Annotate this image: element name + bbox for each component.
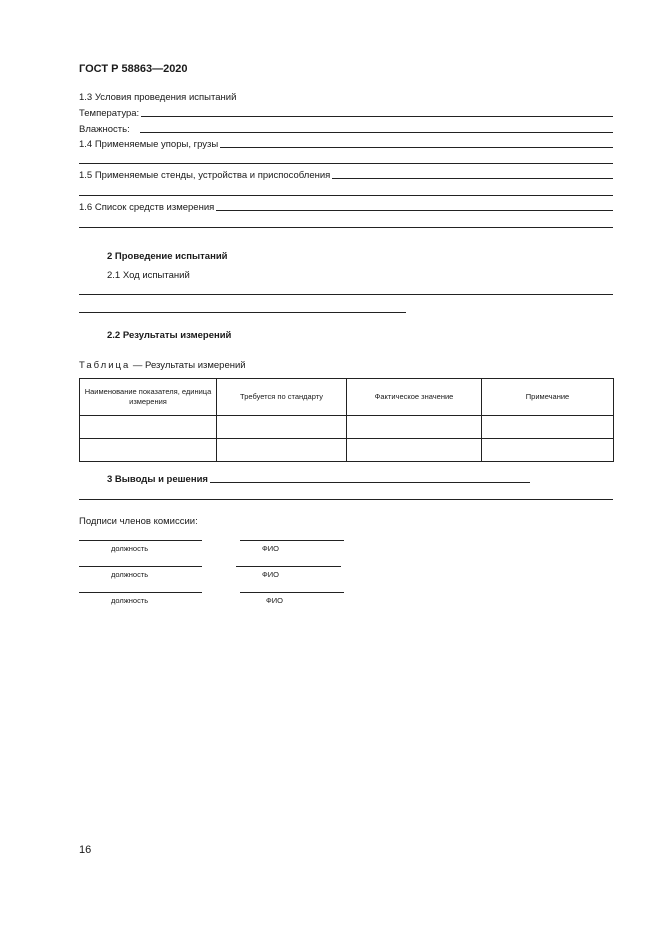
table-cell[interactable]	[347, 416, 482, 439]
name-signature-line[interactable]	[240, 540, 344, 541]
name-signature-line[interactable]	[240, 592, 344, 593]
results-title: 2.2 Результаты измерений	[107, 330, 232, 341]
supports-label: 1.4 Применяемые упоры, грузы	[79, 139, 219, 150]
section2-title: 2 Проведение испытаний	[107, 251, 228, 262]
col-header-required: Требуется по стандарту	[217, 379, 347, 416]
name-caption: ФИО	[262, 570, 279, 579]
table-cell[interactable]	[482, 416, 614, 439]
table-cell[interactable]	[80, 439, 217, 462]
table-row	[80, 439, 614, 462]
table-cell[interactable]	[80, 416, 217, 439]
stands-line-2	[79, 195, 613, 196]
table-cell[interactable]	[217, 416, 347, 439]
humidity-line	[140, 132, 613, 133]
stands-label: 1.5 Применяемые стенды, устройства и приспособления	[79, 170, 331, 181]
progress-line-1[interactable]	[79, 294, 613, 295]
conclusions-line	[210, 482, 530, 483]
position-caption: должность	[111, 544, 149, 553]
position-signature-line[interactable]	[79, 540, 202, 541]
page-number: 16	[79, 844, 92, 856]
instruments-field[interactable]	[79, 202, 613, 213]
conclusions-line-2[interactable]	[79, 499, 613, 500]
section3-title: 3 Выводы и решения	[107, 474, 208, 485]
instruments-line	[216, 210, 613, 211]
table-caption-rest: — Результаты измерений	[130, 360, 246, 371]
table-cell[interactable]	[482, 439, 614, 462]
supports-line-2	[79, 163, 613, 164]
document-header: ГОСТ Р 58863—2020	[79, 63, 188, 75]
progress-label: 2.1 Ход испытаний	[107, 270, 190, 281]
supports-field[interactable]	[79, 139, 613, 150]
conclusions-field[interactable]	[107, 474, 530, 485]
table-row	[80, 416, 614, 439]
supports-line	[220, 147, 613, 148]
col-header-indicator: Наименование показателя, единица измерения	[80, 379, 217, 416]
name-caption: ФИО	[262, 544, 279, 553]
position-caption: должность	[111, 570, 149, 579]
stands-line	[332, 178, 613, 179]
temperature-label: Температура:	[79, 108, 140, 119]
results-table	[79, 378, 614, 462]
table-cell[interactable]	[217, 439, 347, 462]
position-caption: должность	[111, 596, 149, 605]
position-signature-line[interactable]	[79, 592, 202, 593]
progress-line-2[interactable]	[79, 312, 406, 313]
name-caption: ФИО	[266, 596, 283, 605]
table-header-row	[80, 379, 614, 416]
table-caption-word: Таблица	[79, 360, 131, 371]
temperature-field[interactable]	[79, 108, 613, 119]
table-cell[interactable]	[347, 439, 482, 462]
temperature-line	[141, 116, 613, 117]
name-signature-line[interactable]	[236, 566, 341, 567]
table-caption	[79, 360, 246, 371]
col-header-note: Примечание	[482, 379, 614, 416]
stands-field[interactable]	[79, 170, 613, 181]
instruments-line-2	[79, 227, 613, 228]
instruments-label: 1.6 Список средств измерения	[79, 202, 215, 213]
humidity-field[interactable]	[79, 124, 613, 135]
position-signature-line[interactable]	[79, 566, 202, 567]
col-header-actual: Фактическое значение	[347, 379, 482, 416]
humidity-label: Влажность:	[79, 124, 130, 135]
signatures-title: Подписи членов комиссии:	[79, 516, 198, 527]
conditions-title: 1.3 Условия проведения испытаний	[79, 92, 237, 103]
